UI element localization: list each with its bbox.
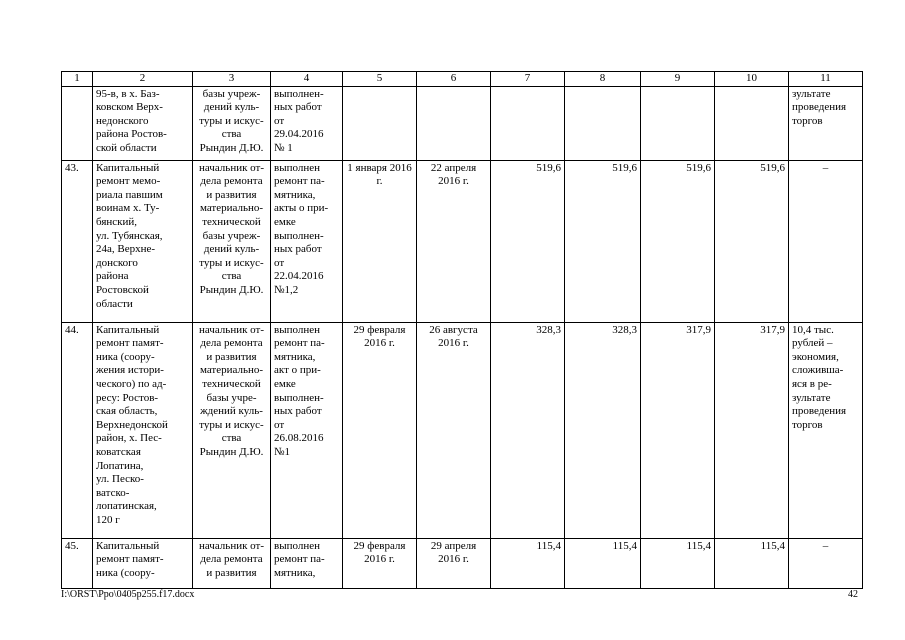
end-date-text: 22 апреля 2016 г. (430, 161, 477, 188)
object-name-line: ремонт памят- (96, 337, 164, 350)
value-col10-text: 519,6 (760, 161, 785, 174)
note (789, 160, 863, 322)
object-name-line: донского (96, 256, 138, 269)
responsible-person-line: дений куль- (203, 101, 260, 114)
object-name-line: ской области (96, 141, 157, 154)
object-name-line: лопатинская, (96, 500, 157, 513)
responsible-person-line: и развития (206, 350, 257, 363)
responsible-person-line: начальник от- (198, 161, 265, 174)
responsible-person-line: базы учреж- (202, 87, 261, 100)
responsible-person-line: дела ремонта (200, 337, 263, 350)
work-result-line: выполнен (274, 539, 320, 552)
object-name-line: 24а, Верхне- (96, 243, 156, 256)
responsible-person (193, 538, 271, 588)
work-result-line: емке (274, 215, 296, 228)
object-name (93, 86, 193, 160)
responsible-person-line: Рындин Д.Ю. (199, 445, 264, 458)
responsible-person-line: материально- (199, 364, 264, 377)
value-col10 (715, 538, 789, 588)
note (789, 322, 863, 538)
responsible-person (193, 322, 271, 538)
column-number-11: 11 (789, 72, 863, 87)
responsible-person-line: туры и искус- (199, 418, 264, 431)
value-col9-text: 317,9 (686, 323, 711, 336)
object-name-line: Капитальный (96, 323, 160, 336)
work-result-line: мятника, (274, 188, 316, 201)
work-result (271, 322, 343, 538)
value-col10-text: 317,9 (760, 323, 785, 336)
object-name-line: области (96, 297, 133, 310)
value-col8-text: 115,4 (612, 539, 637, 552)
responsible-person-line: ждений куль- (200, 405, 263, 418)
object-name-line: ватско- (96, 486, 130, 499)
value-col7 (491, 160, 565, 322)
object-name-line: ская область, (96, 405, 158, 418)
object-name-line: коватская (96, 445, 141, 458)
responsible-person-line: Рындин Д.Ю. (199, 141, 264, 154)
column-number-2: 2 (93, 72, 193, 87)
row-number (62, 538, 93, 588)
object-name-line: ресу: Ростов- (96, 391, 159, 404)
note-line: зультате (792, 87, 831, 100)
value-col7-text: 115,4 (536, 539, 561, 552)
note (789, 86, 863, 160)
value-col7-text: 328,3 (536, 323, 561, 336)
responsible-person-line: Рындин Д.Ю. (199, 283, 264, 296)
column-number-row (62, 72, 863, 87)
work-result-line: ремонт па- (274, 553, 325, 566)
row-number (62, 86, 93, 160)
responsible-person-line: материально- (199, 202, 264, 215)
note-line: торгов (792, 418, 823, 431)
work-result-line: ных работ (274, 243, 322, 256)
object-name (93, 322, 193, 538)
value-col8 (565, 538, 641, 588)
row-number-text: 45. (65, 539, 79, 552)
value-col9 (641, 322, 715, 538)
note-line: – (822, 161, 829, 174)
column-number-8: 8 (565, 72, 641, 87)
work-result (271, 160, 343, 322)
table-row (62, 322, 863, 538)
work-result-line: №1,2 (274, 283, 299, 296)
work-result-line: 29.04.2016 (274, 128, 324, 141)
work-result-line: от (274, 418, 285, 431)
object-name-line: Капитальный (96, 161, 160, 174)
start-date-text: 1 января 2016 г. (347, 161, 412, 188)
value-col7 (491, 86, 565, 160)
responsible-person-line: и развития (206, 188, 257, 201)
value-col9-text: 519,6 (686, 161, 711, 174)
object-name-line: 95-в, в х. Баз- (96, 87, 160, 100)
column-number-10: 10 (715, 72, 789, 87)
value-col8-text: 519,6 (612, 161, 637, 174)
note-line: – (822, 539, 829, 552)
work-result-line: акт о при- (274, 364, 321, 377)
end-date-text: 29 апреля 2016 г. (430, 539, 477, 566)
value-col7-text: 519,6 (536, 161, 561, 174)
value-col8 (565, 160, 641, 322)
object-name-line: ковском Верх- (96, 101, 163, 114)
note-line: 10,4 тыс. (792, 323, 834, 336)
note-line: экономия, (792, 350, 839, 363)
work-result-line: 22.04.2016 (274, 270, 324, 283)
work-result-line: 26.08.2016 (274, 432, 324, 445)
object-name-line: ул. Песко- (96, 473, 144, 486)
value-col8 (565, 86, 641, 160)
note-line: торгов (792, 114, 823, 127)
row-number-text: 44. (65, 323, 79, 336)
note-line: зультате (792, 391, 831, 404)
column-number-7: 7 (491, 72, 565, 87)
work-result-line: от (274, 256, 285, 269)
document-table (61, 71, 863, 589)
column-number-1: 1 (62, 72, 93, 87)
value-col7 (491, 322, 565, 538)
start-date-text: 29 февраля 2016 г. (353, 323, 406, 350)
responsible-person-line: и развития (206, 566, 257, 579)
object-name-line: Капитальный (96, 539, 160, 552)
work-result (271, 86, 343, 160)
work-result (271, 538, 343, 588)
responsible-person-line: дений куль- (203, 243, 260, 256)
row-number (62, 160, 93, 322)
responsible-person-line: технической (202, 377, 261, 390)
object-name-line: ческого) по ад- (96, 377, 167, 390)
note-line: проведения (792, 101, 847, 114)
object-name-line: ника (соору- (96, 566, 155, 579)
object-name (93, 160, 193, 322)
work-result-line: емке (274, 377, 296, 390)
column-number-5: 5 (343, 72, 417, 87)
responsible-person-line: начальник от- (198, 323, 265, 336)
value-col8 (565, 322, 641, 538)
object-name-line: район, х. Пес- (96, 432, 162, 445)
object-name-line: жения истори- (96, 364, 164, 377)
work-result-line: ремонт па- (274, 337, 325, 350)
responsible-person-line: ства (221, 270, 242, 283)
end-date (417, 160, 491, 322)
row-number-text: 43. (65, 161, 79, 174)
note-line: рублей – (792, 337, 833, 350)
value-col10 (715, 160, 789, 322)
value-col10 (715, 322, 789, 538)
start-date (343, 86, 417, 160)
end-date (417, 538, 491, 588)
responsible-person-line: технической (202, 215, 261, 228)
note-line: проведения (792, 405, 847, 418)
object-name-line: Верхнедонской (96, 418, 168, 431)
object-name-line: района Ростов- (96, 128, 167, 141)
start-date (343, 160, 417, 322)
responsible-person (193, 160, 271, 322)
value-col9 (641, 538, 715, 588)
work-result-line: акты о при- (274, 202, 329, 215)
start-date-text: 29 февраля 2016 г. (353, 539, 406, 566)
value-col9-text: 115,4 (686, 539, 711, 552)
note-line: сложивша- (792, 364, 844, 377)
object-name-line: риала павшим (96, 188, 163, 201)
value-col8-text: 328,3 (612, 323, 637, 336)
page-number: 42 (848, 589, 858, 600)
value-col10-text: 115,4 (760, 539, 785, 552)
table-row (62, 86, 863, 160)
value-col9 (641, 86, 715, 160)
footer-file-path: I:\ORST\Ppo\0405p255.f17.docx (61, 589, 195, 600)
object-name-line: ремонт памят- (96, 553, 164, 566)
table-row (62, 160, 863, 322)
value-col7 (491, 538, 565, 588)
end-date (417, 322, 491, 538)
work-result-line: выполнен- (274, 391, 324, 404)
work-result-line: мятника, (274, 350, 316, 363)
note (789, 538, 863, 588)
work-result-line: ных работ (274, 101, 322, 114)
responsible-person-line: туры и искус- (199, 256, 264, 269)
work-result-line: ных работ (274, 405, 322, 418)
object-name-line: Ростовской (96, 283, 149, 296)
object-name-line: воинам х. Ту- (96, 202, 160, 215)
work-result-line: выполнен- (274, 229, 324, 242)
responsible-person-line: ства (221, 432, 242, 445)
work-result-line: от (274, 114, 285, 127)
responsible-person-line: базы учреж- (202, 229, 261, 242)
object-name-line: Лопатина, (96, 459, 144, 472)
responsible-person-line: начальник от- (198, 539, 265, 552)
responsible-person-line: дела ремонта (200, 553, 263, 566)
object-name-line: района (96, 270, 129, 283)
responsible-person-line: ства (221, 128, 242, 141)
object-name-line: 120 г (96, 513, 120, 526)
value-col10 (715, 86, 789, 160)
work-result-line: № 1 (274, 141, 293, 154)
object-name-line: ул. Тубянская, (96, 229, 163, 242)
object-name (93, 538, 193, 588)
column-number-9: 9 (641, 72, 715, 87)
work-result-line: выполнен- (274, 87, 324, 100)
responsible-person-line: туры и искус- (199, 114, 264, 127)
object-name-line: бянский, (96, 215, 138, 228)
work-result-line: №1 (274, 445, 290, 458)
responsible-person (193, 86, 271, 160)
start-date (343, 322, 417, 538)
end-date-text: 26 августа 2016 г. (429, 323, 478, 350)
object-name-line: ника (соору- (96, 350, 155, 363)
end-date (417, 86, 491, 160)
object-name-line: ремонт мемо- (96, 175, 161, 188)
work-result-line: мятника, (274, 566, 316, 579)
table-row (62, 538, 863, 588)
work-result-line: выполнен (274, 161, 320, 174)
note-line: яся в ре- (792, 377, 832, 390)
column-number-4: 4 (271, 72, 343, 87)
row-number (62, 322, 93, 538)
value-col9 (641, 160, 715, 322)
responsible-person-line: базы учре- (206, 391, 257, 404)
object-name-line: недонского (96, 114, 149, 127)
column-number-3: 3 (193, 72, 271, 87)
column-number-6: 6 (417, 72, 491, 87)
responsible-person-line: дела ремонта (200, 175, 263, 188)
work-result-line: ремонт па- (274, 175, 325, 188)
work-result-line: выполнен (274, 323, 320, 336)
start-date (343, 538, 417, 588)
